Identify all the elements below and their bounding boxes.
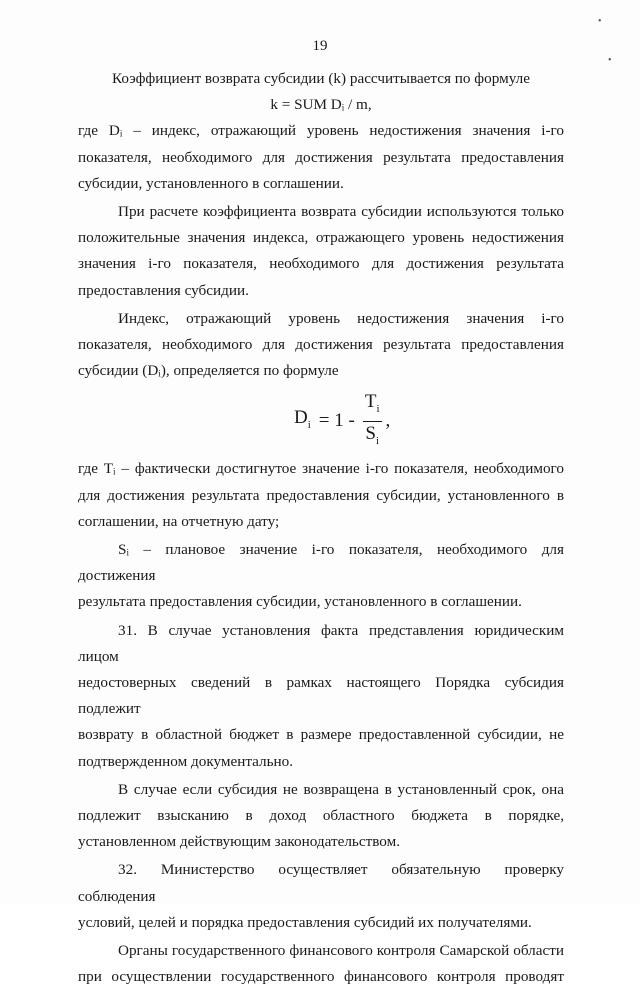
formula-fraction: $\frac{T_i}{S_i}$ xyxy=(364,391,380,447)
page-number: 19 xyxy=(312,38,328,54)
paragraph-line: Органы государственного финансового контроля Самарской области xyxy=(118,942,564,960)
paragraph-line: субсидии (Dᵢ), определяется по формуле xyxy=(78,362,339,380)
formula-eq: = 1 - xyxy=(318,410,355,432)
paragraph-line: 31. В случае установления факта представления юридическим лицом xyxy=(78,621,564,665)
paragraph-line: Sᵢ – плановое значение i-го показателя, необходимого для достижения xyxy=(78,541,564,585)
paragraph-line: Индекс, отражающий уровень недостижения значения i-го xyxy=(118,309,564,327)
paragraph-line: 32. Министерство осуществляет обязательную проверку соблюдения xyxy=(78,861,564,905)
paragraph-line: где Dᵢ – индекс, отражающий уровень недостижения значения i-го xyxy=(78,122,564,140)
formula-k: k = SUM Dᵢ / m, xyxy=(270,96,372,114)
scan-mark: • xyxy=(598,16,602,27)
document-body xyxy=(78,66,564,991)
formula-lhs: $D_i$ xyxy=(294,406,311,431)
paragraph-line: условий, целей и порядка предоставления субсидий их получателями. xyxy=(78,913,532,931)
paragraph-line: значения i-го показателя, необходимого для достижения результата xyxy=(78,255,564,273)
paragraph-formula-intro: Коэффициент возврата субсидии (k) рассчитывается по формуле xyxy=(112,70,530,87)
paragraph-line: возврату в областной бюджет в размере предоставленной субсидии, не xyxy=(78,726,564,744)
paragraph-line: При расчете коэффициента возврата субсидии используются только xyxy=(118,203,564,221)
paragraph-line: для достижения результата предоставления субсидии, установленного в xyxy=(78,486,564,504)
paragraph-line: субсидии, установленного в соглашении. xyxy=(78,174,344,192)
paragraph-line: положительные значения индекса, отражающего уровень недостижения xyxy=(78,229,564,247)
scan-mark: • xyxy=(608,55,612,66)
paragraph-line: показателя, необходимого для достижения результата предоставления xyxy=(78,336,564,354)
paragraph-line: недостоверных сведений в рамках настоящего Порядка субсидия подлежит xyxy=(78,674,564,718)
paragraph-line: установленном действующим законодательством. xyxy=(78,833,401,851)
paragraph-line: где Tᵢ – фактически достигнутое значение i-го показателя, необходимого xyxy=(78,460,564,478)
paragraph-line: подлежит взысканию в доход областного бюджета в порядке, xyxy=(78,807,564,825)
paragraph-line: при осуществлении государственного финансового контроля проводят xyxy=(78,968,564,986)
paragraph-line: подтвержденном документально. xyxy=(78,752,294,770)
formula-di xyxy=(78,392,564,450)
paragraph-line: соглашении, на отчетную дату; xyxy=(78,512,280,530)
formula-comma: , xyxy=(385,410,391,432)
paragraph-line: результата предоставления субсидии, установленного в соглашении. xyxy=(78,593,522,611)
paragraph-line: В случае если субсидия не возвращена в установленный срок, она xyxy=(118,780,564,798)
paragraph-line: предоставления субсидии. xyxy=(78,281,249,299)
paragraph-line: показателя, необходимого для достижения результата предоставления xyxy=(78,148,564,166)
